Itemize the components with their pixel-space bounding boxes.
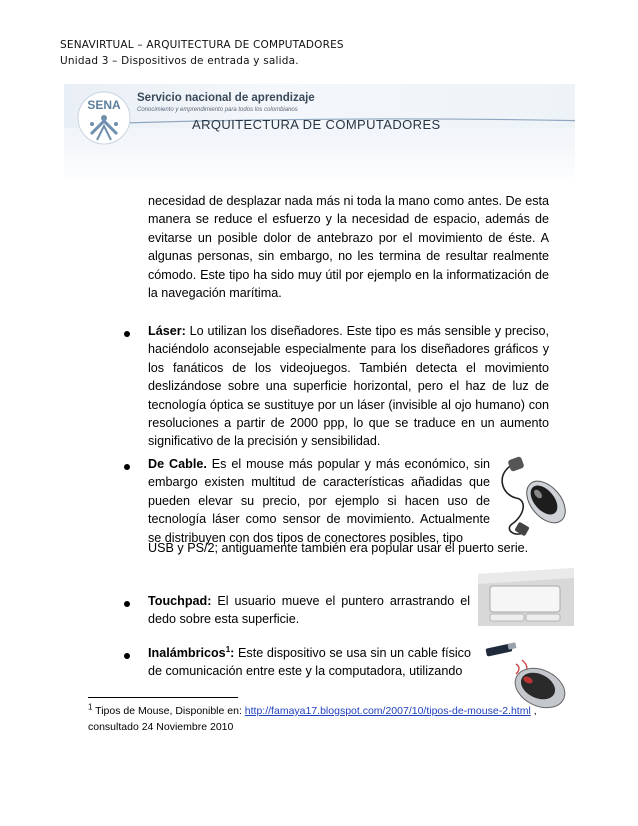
footnote-marker: 1 [88,702,93,712]
list-item-cable-tail: USB y PS/2; antiguamente también era popular usar el puerto serie. [148,541,529,555]
org-tagline: Conocimiento y emprendimiento para todos los colombianos [137,107,298,113]
wired-mouse-image [494,454,570,540]
item-term-colon: : [230,646,235,660]
header-unit-line: Unidad 3 – Dispositivos de entrada y salida. [60,55,299,67]
list-item-cable [148,455,490,547]
footnote-line1 [88,703,558,719]
footnote [88,703,558,735]
item-term: Láser: [148,324,186,338]
running-header [60,37,344,69]
bullet-dot [124,653,130,659]
list-item-laser [148,322,549,451]
sena-logo-icon [76,90,132,146]
item-term: De Cable. [148,457,207,471]
item-text: Lo utilizan los diseñadores. Este tipo es más sensible y preciso, haciéndolo aconsejable especialmente para los diseñadores gráficos y los fanáticos de los videojuegos. También detecta el movimiento deslizándose sobre una superficie horizontal, pero el haz de luz de tecnología óptica se sustituye por un láser (invisible al ojo humano) con resoluciones a partir de 2000 ppp, lo que se traduce en un aumento significativo de la precisión y sensibilidad. [148,324,549,449]
bullet-dot [124,331,130,337]
footnote-ref[interactable]: 1 [225,644,231,654]
item-term: Inalámbricos [148,646,226,660]
list-item-touchpad [148,592,470,629]
item-text: Este dispositivo se usa sin un cable físico de comunicación entre este y la computadora, utilizando [148,646,471,679]
footnote-text: Tipos de Mouse, Disponible en: [92,705,245,717]
footnote-link[interactable]: http://famaya17.blogspot.com/2007/10/tipos-de-mouse-2.html [244,705,531,717]
item-text: El usuario mueve el puntero arrastrando el dedo sobre esta superficie. [148,594,470,627]
item-text: Es el mouse más popular y más económico, sin embargo existen multitud de características añadidas que pueden elevar su precio, por ejemplo si hacen uso de tecnología láser como sensor de movimiento. Actualmente se distribuyen con dos tipos de conectores posibles, tipo [148,457,490,545]
footnote-line2: consultado 24 Noviembre 2010 [88,721,234,733]
logo-text: SENA [87,98,121,112]
footnote-separator [88,697,238,698]
item-term: Touchpad: [148,594,212,608]
bullet-dot [124,601,130,607]
touchpad-image [478,568,574,626]
course-title: ARQUITECTURA DE COMPUTADORES [192,117,441,132]
footnote-suffix: , [530,705,537,717]
list-item-wireless [148,644,471,681]
header-course-line: SENAVIRTUAL – ARQUITECTURA DE COMPUTADORES [60,39,344,51]
org-name: Servicio nacional de aprendizaje [137,92,315,104]
course-banner [64,84,575,188]
bullet-dot [124,464,130,470]
intro-paragraph: necesidad de desplazar nada más ni toda la mano como antes. De esta manera se reduce el esfuerzo y la necesidad de espacio, además de evitarse un posible dolor de antebrazo por el movimiento de éste. A algunas personas, sin embargo, no les termina de resultar realmente cómodo. Este tipo ha sido muy útil por ejemplo en la informatización de la navegación marítima. [148,194,549,301]
